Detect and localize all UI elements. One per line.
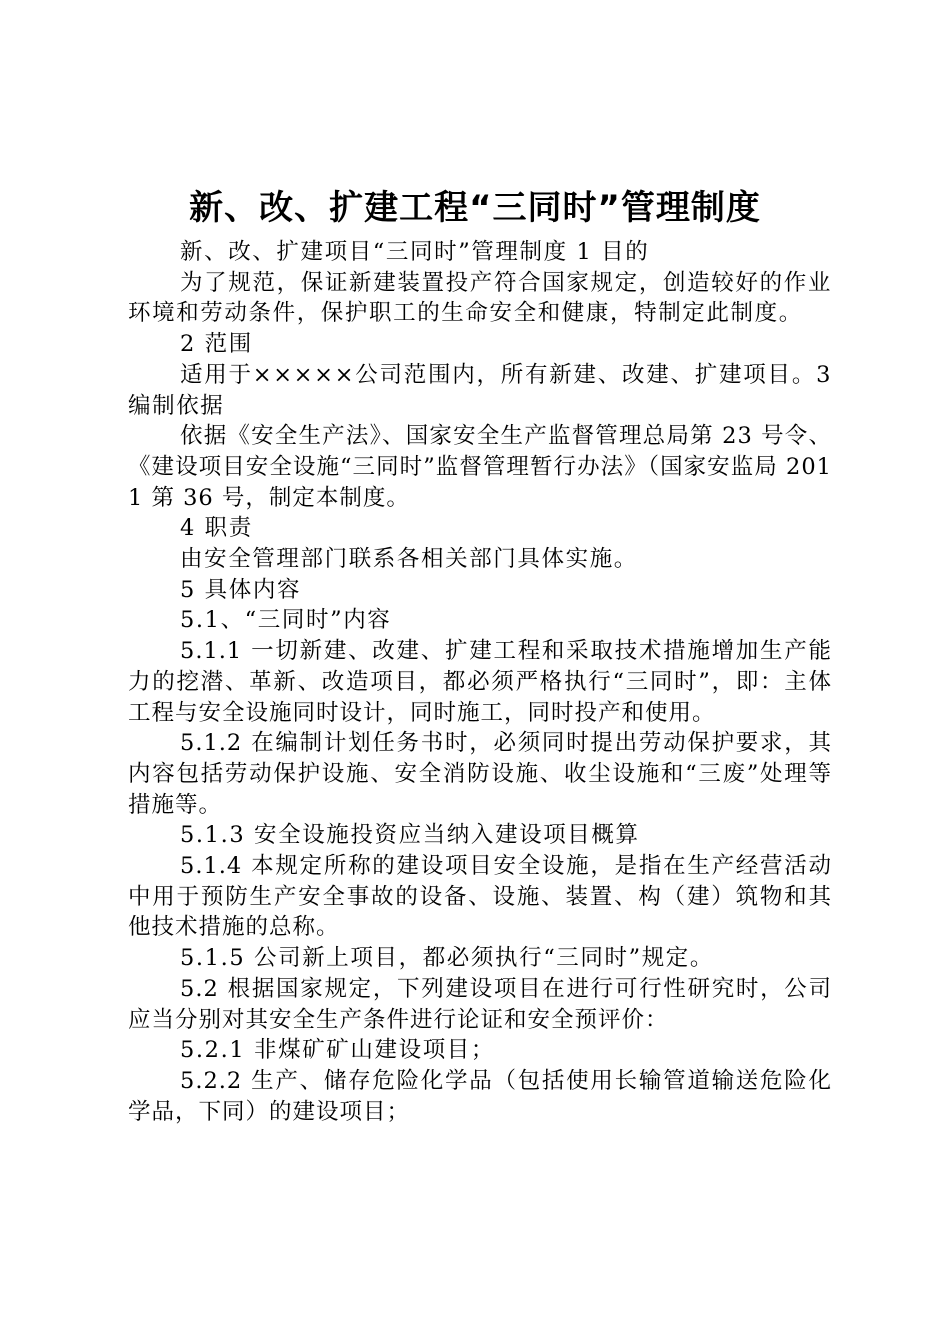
paragraph-5-2-1: 5.2.1 非煤矿矿山建设项目； [180,1037,496,1064]
paragraph-5-1-2: 5.1.2 在编制计划任务书时，必须同时提出劳动保护要求，其内容包括劳动保护设施、安全消防设施、收尘设施和“三废”处理等措施等。 [128,730,832,818]
paragraph-content-heading: 5 具体内容 [180,576,302,603]
paragraph-duties: 由安全管理部门联系各相关部门具体实施。 [180,546,638,573]
paragraph-basis: 依据《安全生产法》、国家安全生产监督管理总局第 23 号令、《建设项目安全设施“三同时”监督管理暂行办法》（国家安监局 2011 第 36 号，制定本制度。 [128,423,832,511]
paragraph-5-2-2: 5.2.2 生产、储存危险化学品（包括使用长输管道输送危险化学品，下同）的建设项目； [128,1067,832,1125]
document-body [128,237,832,1127]
paragraph-duties-heading: 4 职责 [180,515,253,542]
paragraph-scope-heading: 2 范围 [180,331,253,358]
paragraph-5-1: 5.1、“三同时”内容 [180,607,392,634]
paragraph-purpose-heading: 新、改、扩建项目“三同时”管理制度 1 目的 [180,239,650,265]
paragraph-5-1-5: 5.1.5 公司新上项目，都必须执行“三同时”规定。 [180,945,715,972]
paragraph-5-1-3: 5.1.3 安全设施投资应当纳入建设项目概算 [180,822,640,849]
paragraph-scope: 适用于×××××公司范围内，所有新建、改建、扩建项目。3 编制依据 [128,361,832,419]
document-title: 新、改、扩建工程“三同时”管理制度 [189,188,761,228]
paragraph-5-1-1: 5.1.1 一切新建、改建、扩建工程和采取技术措施增加生产能力的挖潜、革新、改造项目，都必须严格执行“三同时”，即：主体工程与安全设施同时设计，同时施工，同时投产和使用。 [128,638,832,726]
paragraph-purpose: 为了规范，保证新建装置投产符合国家规定，创造较好的作业环境和劳动条件，保护职工的生命安全和健康，特制定此制度。 [128,269,832,327]
paragraph-5-2: 5.2 根据国家规定，下列建设项目在进行可行性研究时，公司应当分别对其安全生产条件进行论证和安全预评价： [128,975,832,1033]
paragraph-5-1-4: 5.1.4 本规定所称的建设项目安全设施，是指在生产经营活动中用于预防生产安全事故的设备、设施、装置、构（建）筑物和其他技术措施的总称。 [128,853,832,941]
